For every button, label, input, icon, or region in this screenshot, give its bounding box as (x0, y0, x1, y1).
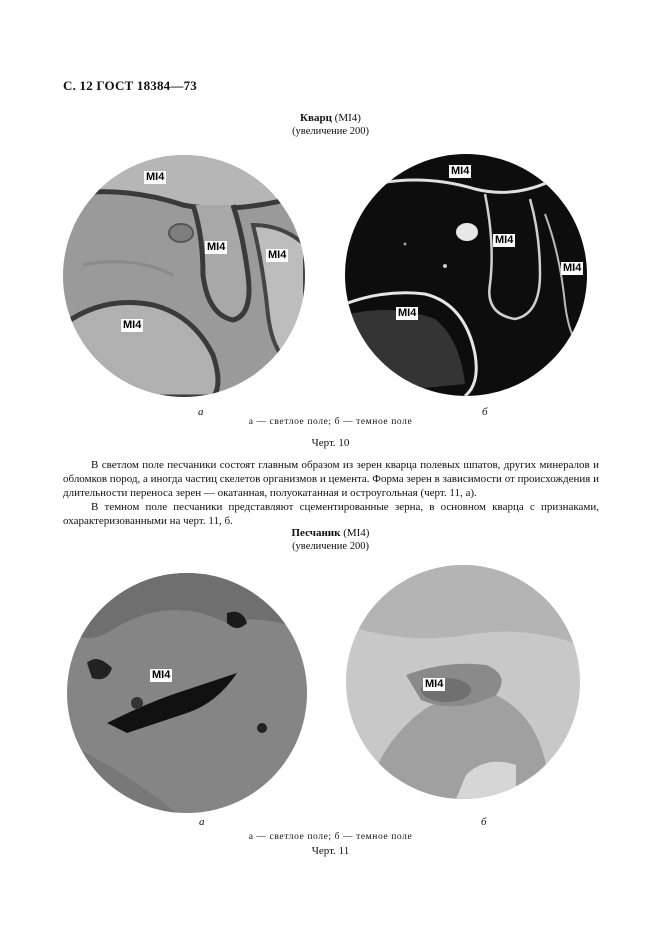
figure10-letter-a: а (198, 406, 204, 418)
micrograph-11b (346, 565, 580, 799)
figure10-title-bold: Кварц (300, 112, 332, 124)
page-header: С. 12 ГОСТ 18384—73 (63, 78, 197, 93)
micrograph-11a (67, 573, 307, 813)
mi4-label: MI4 (146, 171, 165, 183)
body-text (63, 458, 599, 528)
figure10-caption: а — светлое поле; б — темное поле (248, 417, 413, 427)
micrograph-10b (345, 154, 587, 396)
figure11-title (0, 527, 661, 540)
mi4-label: MI4 (495, 234, 514, 246)
figure11-subtitle: (увеличение 200) (292, 541, 369, 552)
mi4-label: MI4 (398, 307, 417, 319)
mi4-label: MI4 (425, 678, 444, 690)
figure11-caption: а — светлое поле; б — темное поле (248, 832, 413, 842)
figure11-letter-a: а (199, 816, 205, 828)
mi4-label: MI4 (123, 319, 142, 331)
paragraph-1: В светлом поле песчаники состоят главным образом из зерен кварца полевых шпатов, других минералов и обломков пород, а иногда частиц скелетов организмов и цемента. Форма зерен в зависимости от происхождения и длительности переноса зерен — окатанная, полуокатанная и остроугольная (черт. 11, а). (63, 459, 599, 499)
mi4-label: MI4 (563, 262, 582, 274)
paragraph-2: В темном поле песчаники представляют сцементированные зерна, в основном кварца с признаками, охарактеризованными на черт. 11, б. (63, 501, 599, 527)
figure11-number: Черт. 11 (311, 845, 350, 857)
mi4-label: MI4 (207, 241, 226, 253)
figure10-subtitle: (увеличение 200) (292, 126, 369, 137)
mi4-label: MI4 (268, 249, 287, 261)
figure11-title-bold: Песчаник (291, 527, 341, 539)
figure10-title (0, 112, 661, 125)
micrograph-10a (63, 155, 305, 397)
mi4-label: MI4 (152, 669, 171, 681)
figure11-letter-b: б (481, 816, 487, 828)
figure10-letter-b: б (482, 406, 488, 418)
mi4-label: MI4 (451, 165, 470, 177)
figure10-number: Черт. 10 (311, 437, 350, 449)
figure10-title-rest: (MI4) (334, 112, 361, 124)
figure11-title-rest: (MI4) (343, 527, 370, 539)
